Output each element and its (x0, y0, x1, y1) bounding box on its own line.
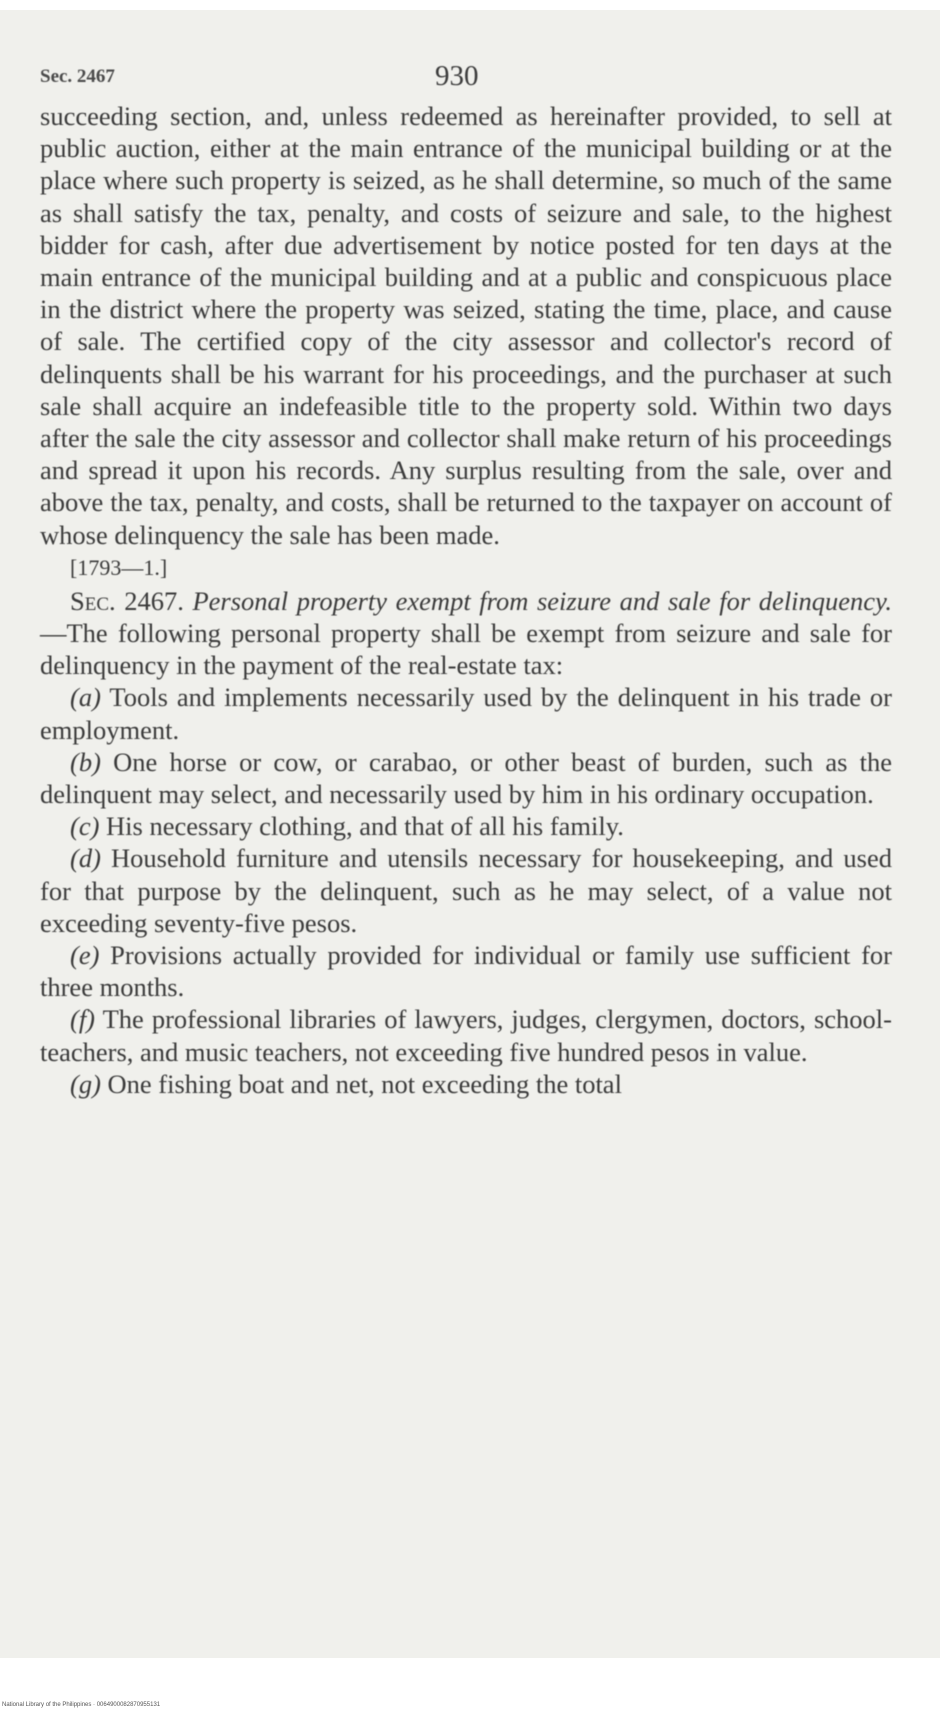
item-text: Household furniture and utensils necessary for housekeeping, and used for that purpose by the delinquent, such as he may select, of a value not exceeding seventy-five pesos. (40, 843, 893, 938)
list-item (40, 1068, 892, 1100)
list-item (40, 939, 892, 1003)
item-label: (f) (70, 1004, 96, 1035)
item-label: (g) (70, 1068, 101, 1099)
item-label: (a) (70, 682, 101, 713)
scanned-page (0, 10, 940, 1658)
section-lead-text: —The following personal property shall be exempt from seizure and sale for delinquency in the payment of the real-estate tax: (40, 618, 892, 681)
item-text: His necessary clothing, and that of all his family. (106, 811, 624, 842)
source-citation: [1793—1.] (70, 554, 168, 580)
item-label: (b) (70, 746, 101, 777)
list-item (40, 1003, 892, 1067)
item-label: (e) (70, 940, 100, 971)
scan-footer (0, 1700, 940, 1715)
item-text: Tools and implements necessarily used by the delinquent in his trade or employment. (40, 682, 892, 745)
continuation-paragraph: succeeding section, and, unless redeemed as hereinafter provided, to sell at public auction, either at the main entrance of the municipal building or at the place where such property is seized, as he shall determine, so much of the same as shall satisfy the tax, penalty, and costs of seizure and sale, to the highest bidder for cash, after due advertisement by notice posted for ten days at the main entrance of the municipal building and at a public and conspicuous place in the district where the property was seized, stating the time, place, and cause of sale. The certified copy of the city assessor and collector's record of delinquents shall be his warrant for his proceedings, and the purchaser at such sale shall acquire an indefeasible title to the property sold. Within two days after the sale the city assessor and collector shall make return of his proceedings and spread it upon his records. Any surplus resulting from the sale, over and above the tax, penalty, and costs, shall be returned to the taxpayer on account of whose delinquency the sale has been made. (40, 101, 892, 550)
scan-footer-note: National Library of the Philippines · 0064900082870955131 (2, 1702, 161, 1708)
page-text-block (40, 50, 892, 1100)
section-title: Personal property exempt from seizure and sale for delinquency. (192, 585, 892, 616)
page-number: 930 (435, 60, 479, 92)
item-text: The professional libraries of lawyers, judges, clergymen, doctors, school-teachers, and music teachers, not exceeding five hundred pesos in value. (40, 1004, 892, 1067)
section-number: Sec. 2467. (70, 585, 184, 616)
running-head-section: Sec. 2467 (40, 66, 115, 87)
section-heading-paragraph (40, 585, 892, 682)
list-item (40, 810, 892, 842)
item-text: Provisions actually provided for individual or family use sufficient for three months. (40, 940, 892, 1003)
item-label: (d) (70, 843, 101, 874)
running-head (40, 50, 892, 94)
item-label: (c) (70, 811, 100, 842)
list-item (40, 746, 892, 810)
item-text: One horse or cow, or carabao, or other beast of burden, such as the delinquent may select, and necessarily used by him in his ordinary occupation. (40, 746, 892, 810)
list-item (40, 842, 892, 939)
list-item (40, 681, 892, 745)
item-text: One fishing boat and net, not exceeding the total (107, 1068, 622, 1099)
